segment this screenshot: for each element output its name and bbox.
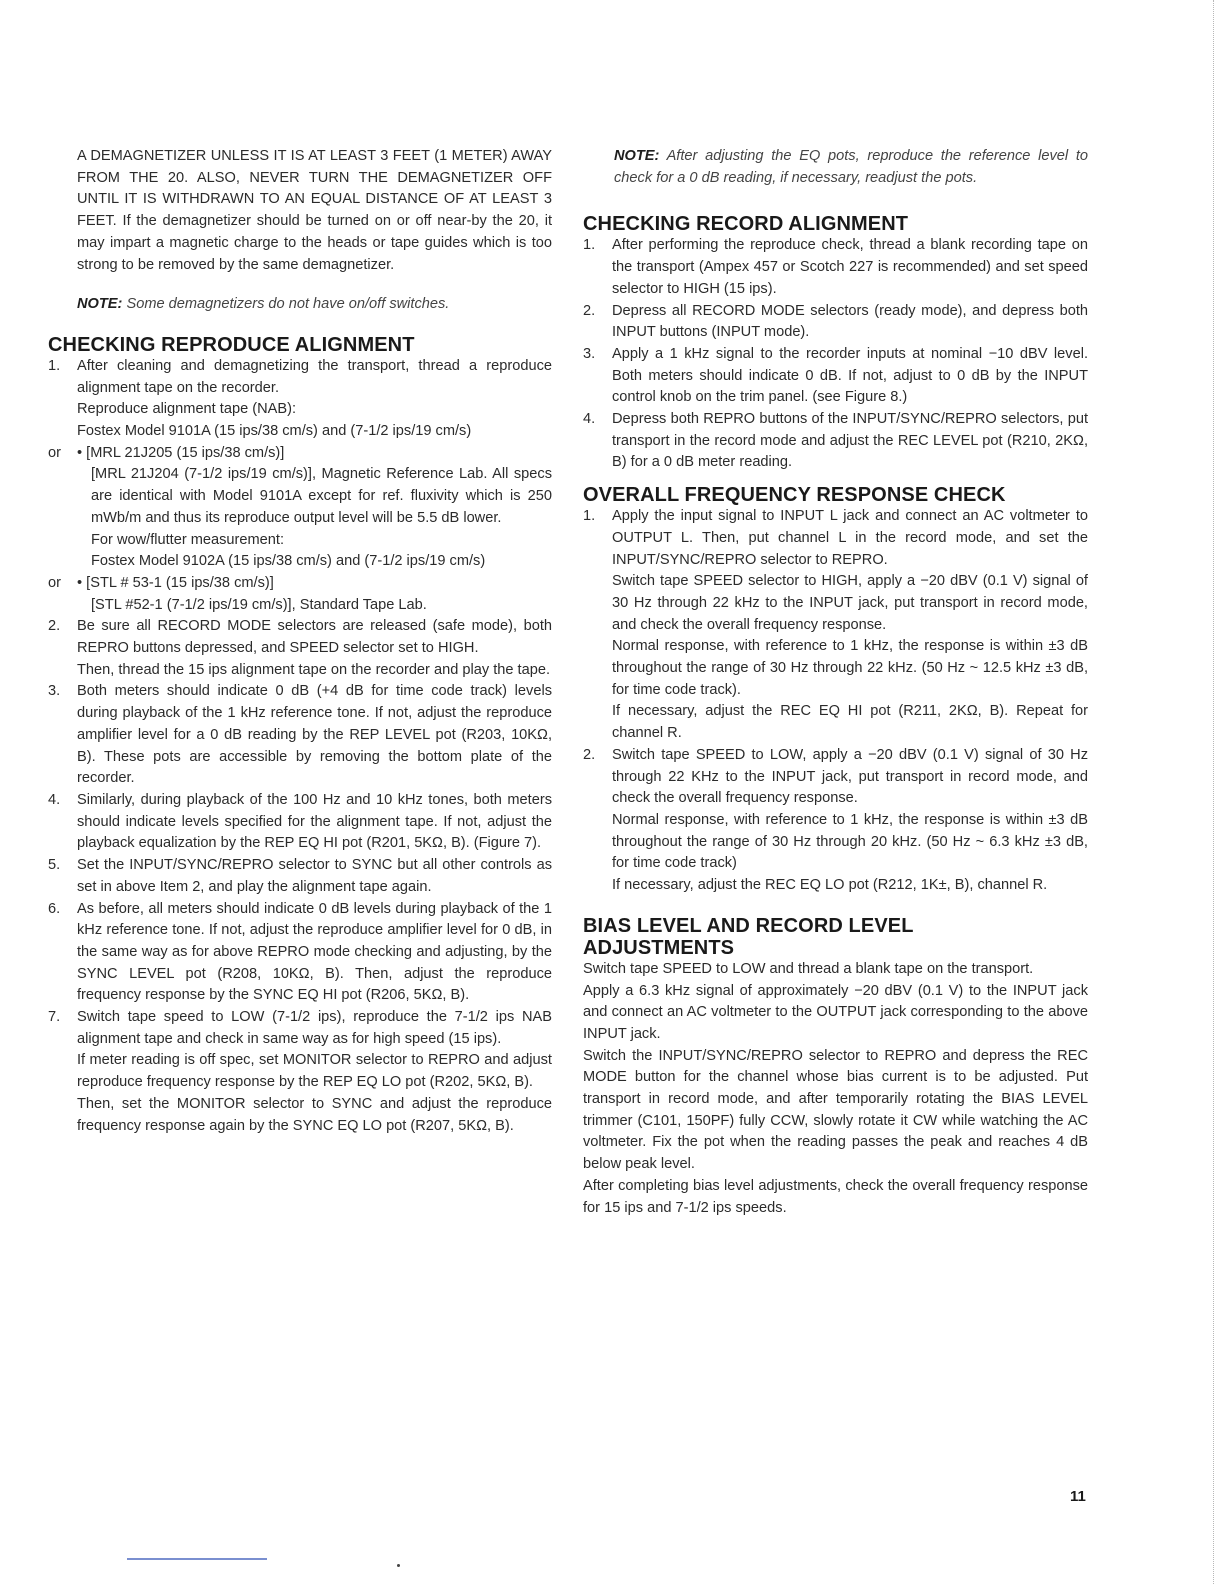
item-subtext: If necessary, adjust the REC EQ LO pot (R212, 1K±, B), channel R. — [612, 877, 1048, 894]
bullet-line: • [STL # 53-1 (15 ips/38 cm/s)] — [77, 574, 274, 591]
note-label: NOTE: — [614, 148, 660, 164]
section-heading-frequency: OVERALL FREQUENCY RESPONSE CHECK — [583, 484, 1006, 507]
item-number: 2. — [48, 618, 61, 635]
item-subtext: Reproduce alignment tape (NAB): — [77, 401, 297, 418]
list-item — [48, 356, 552, 443]
item-text: Be sure all RECORD MODE selectors are released (safe mode), both REPRO buttons depressed, and SPEED selector set to HIGH. — [77, 618, 552, 657]
alternative-tape-stl — [48, 573, 552, 616]
scan-mark-dot — [397, 1564, 400, 1567]
bias-paragraph: Switch the INPUT/SYNC/REPRO selector to REPRO and depress the REC MODE button for the channel whose bias current is to be adjusted. Put transport in record mode, and after temporarily rotating the BIAS LEVEL trimmer (C101, 150PF) fully CCW, slowly rotate it CW while watching the AC voltmeter. Fix the pot when the reading passes the peak and reaches 4 dB below peak level. — [583, 1047, 1088, 1173]
item-number: 2. — [583, 302, 596, 319]
item-subtext: Then, set the MONITOR selector to SYNC and adjust the reproduce frequency response again by the SYNC EQ LO pot (R207, 5KΩ, B). — [77, 1095, 552, 1134]
item-number: 1. — [583, 508, 596, 525]
item-text: After performing the reproduce check, thread a blank recording tape on the transport (Ampex 457 or Scotch 227 is recommended) and set speed selector to HIGH (15 ips). — [612, 237, 1088, 297]
item-number: 2. — [583, 746, 596, 763]
note-text: After adjusting the EQ pots, reproduce the reference level to check for a 0 dB reading, if necessary, readjust the pots. — [614, 148, 1088, 186]
intro-paragraph: A DEMAGNETIZER UNLESS IT IS AT LEAST 3 FEET (1 METER) AWAY FROM THE 20. ALSO, NEVER TURN THE DEMAGNETIZER OFF UNTIL IT IS WITHDRAWN TO AN EQUAL DISTANCE OF AT LEAST 3 FEET. If the demagnetizer should be turned on or off near-by the 20, it may impart a magnetic charge to the heads or tape guides which is too strong to be removed by the same demagnetizer. — [77, 148, 552, 273]
bullet-subtext: For wow/flutter measurement: — [91, 531, 285, 548]
item-number: 1. — [48, 357, 61, 374]
note-text: Some demagnetizers do not have on/off switches. — [126, 296, 450, 313]
item-subtext: Then, thread the 15 ips alignment tape on the recorder and play the tape. — [77, 661, 550, 678]
right-column — [583, 146, 1088, 1219]
list-item — [583, 235, 1088, 300]
bullet-text: [STL #52-1 (7-1/2 ips/19 cm/s)], Standard Tape Lab. — [91, 596, 427, 613]
list-item — [583, 745, 1088, 897]
item-text: Switch tape speed to LOW (7-1/2 ips), reproduce the 7-1/2 ips NAB alignment tape and check in same way as for high speed (15 ips). — [77, 1009, 552, 1047]
item-subtext: If necessary, adjust the REC EQ HI pot (R211, 2KΩ, B). Repeat for channel R. — [612, 703, 1088, 742]
bias-paragraph: Switch tape SPEED to LOW and thread a blank tape on the transport. — [583, 960, 1034, 977]
item-text: Depress all RECORD MODE selectors (ready mode), and depress both INPUT buttons (INPUT mode). — [612, 302, 1088, 341]
item-subtext: Normal response, with reference to 1 kHz, the response is within ±3 dB throughout the range of 30 Hz through 22 kHz. (50 Hz ~ 12.5 kHz ±3 dB, for time code track). — [612, 638, 1088, 698]
list-item — [583, 344, 1088, 409]
item-number: 1. — [583, 237, 596, 254]
left-column — [48, 146, 552, 1137]
item-subtext: Switch tape SPEED selector to HIGH, apply a −20 dBV (0.1 V) signal of 30 Hz through 22 kHz to the INPUT jack, put transport in record mode, and check the overall frequency response. — [612, 573, 1088, 633]
item-number: 6. — [48, 900, 61, 917]
item-text: Apply the input signal to INPUT L jack and connect an AC voltmeter to OUTPUT L. Then, put channel L in the record mode, and set the INPUT/SYNC/REPRO selector to REPRO. — [612, 508, 1088, 568]
item-number: 5. — [48, 857, 61, 874]
note-label: NOTE: — [77, 296, 123, 313]
item-text: As before, all meters should indicate 0 dB levels during playback of the 1 kHz reference tone. If not, adjust the reproduce amplifier level for 0 dB, in the same way as for above REPRO mode checking and adjusting, by the SYNC LEVEL pot (R208, 10KΩ, B). Then, adjust the reproduce frequency response by the SYNC EQ HI pot (R206, 5KΩ, B). — [77, 900, 552, 1004]
item-text: Apply a 1 kHz signal to the recorder inputs at nominal −10 dBV level. Both meters should indicate 0 dB. If not, adjust to 0 dB by the INPUT control knob on the trim panel. (see Figure 8.) — [612, 345, 1088, 406]
item-text: Depress both REPRO buttons of the INPUT/SYNC/REPRO selectors, put transport in the record mode and adjust the REC LEVEL pot (R210, 2KΩ, B) for a 0 dB meter reading. — [612, 411, 1088, 471]
alternative-tape-mrl — [48, 443, 552, 573]
bullet-text: [MRL 21J204 (7-1/2 ips/19 cm/s)], Magnetic Reference Lab. All specs are identical with Model 9101A except for ref. fluxivity which is 250 mWb/m and thus its reproduce output level will be 5.5 dB lower. — [91, 466, 552, 526]
item-number: 3. — [48, 683, 61, 700]
list-item — [48, 616, 552, 681]
bullet-subtext: Fostex Model 9102A (15 ips/38 cm/s) and (7-1/2 ips/19 cm/s) — [91, 553, 486, 570]
scan-edge-line — [1213, 0, 1214, 1584]
item-text: Both meters should indicate 0 dB (+4 dB for time code track) levels during playback of the 1 kHz reference tone. If not, adjust the reproduce amplifier level for a 0 dB reading by the REP LEVEL pot (R203, 10KΩ, B). These pots are accessible by removing the bottom plate of the recorder. — [77, 683, 552, 787]
section-heading-reproduce: CHECKING REPRODUCE ALIGNMENT — [48, 333, 415, 356]
item-number: 3. — [583, 345, 596, 362]
list-item — [583, 409, 1088, 474]
bias-paragraph: After completing bias level adjustments, check the overall frequency response for 15 ips and 7-1/2 ips speeds. — [583, 1177, 1088, 1216]
item-subtext: Fostex Model 9101A (15 ips/38 cm/s) and (7-1/2 ips/19 cm/s) — [77, 423, 472, 440]
section-heading-bias: BIAS LEVEL AND RECORD LEVEL ADJUSTMENTS — [583, 914, 914, 959]
scan-mark-line — [127, 1558, 267, 1560]
page-number: 11 — [1070, 1488, 1086, 1505]
demagnetizer-note — [48, 294, 552, 316]
list-item — [48, 855, 552, 898]
item-subtext: Normal response, with reference to 1 kHz, the response is within ±3 dB throughout the range of 30 Hz through 20 kHz. (50 Hz ~ 6.3 kHz ±3 dB, for time code track) — [612, 811, 1088, 872]
list-item — [583, 506, 1088, 745]
list-item — [48, 899, 552, 1008]
list-item — [583, 301, 1088, 344]
or-label: or — [48, 574, 61, 591]
section-heading-record: CHECKING RECORD ALIGNMENT — [583, 213, 909, 236]
bullet-line: • [MRL 21J205 (15 ips/38 cm/s)] — [77, 444, 285, 461]
or-label: or — [48, 444, 61, 461]
list-item — [48, 790, 552, 855]
bias-paragraph: Apply a 6.3 kHz signal of approximately −20 dBV (0.1 V) to the INPUT jack and connect an AC voltmeter to the OUTPUT jack corresponding to the above INPUT jack. — [583, 982, 1088, 1042]
eq-note — [583, 146, 1088, 189]
item-number: 7. — [48, 1009, 61, 1026]
item-number: 4. — [583, 411, 596, 428]
item-text: Switch tape SPEED to LOW, apply a −20 dBV (0.1 V) signal of 30 Hz through 22 KHz to the INPUT jack, put transport in record mode, and check the overall frequency response. — [612, 746, 1088, 807]
list-item — [48, 681, 552, 790]
list-item — [48, 1007, 552, 1137]
item-text: Set the INPUT/SYNC/REPRO selector to SYNC but all other controls as set in above Item 2, and play the alignment tape again. — [77, 857, 552, 895]
item-text: Similarly, during playback of the 100 Hz and 10 kHz tones, both meters should indicate levels specified for the alignment tape. If not, adjust the playback equalization by the REP EQ HI pot (R201, 5KΩ, B). (Figure 7). — [77, 791, 552, 852]
item-text: After cleaning and demagnetizing the transport, thread a reproduce alignment tape on the recorder. — [77, 357, 552, 396]
item-number: 4. — [48, 791, 61, 808]
item-subtext: If meter reading is off spec, set MONITOR selector to REPRO and adjust reproduce frequency response by the REP EQ LO pot (R202, 5KΩ, B). — [77, 1052, 552, 1091]
